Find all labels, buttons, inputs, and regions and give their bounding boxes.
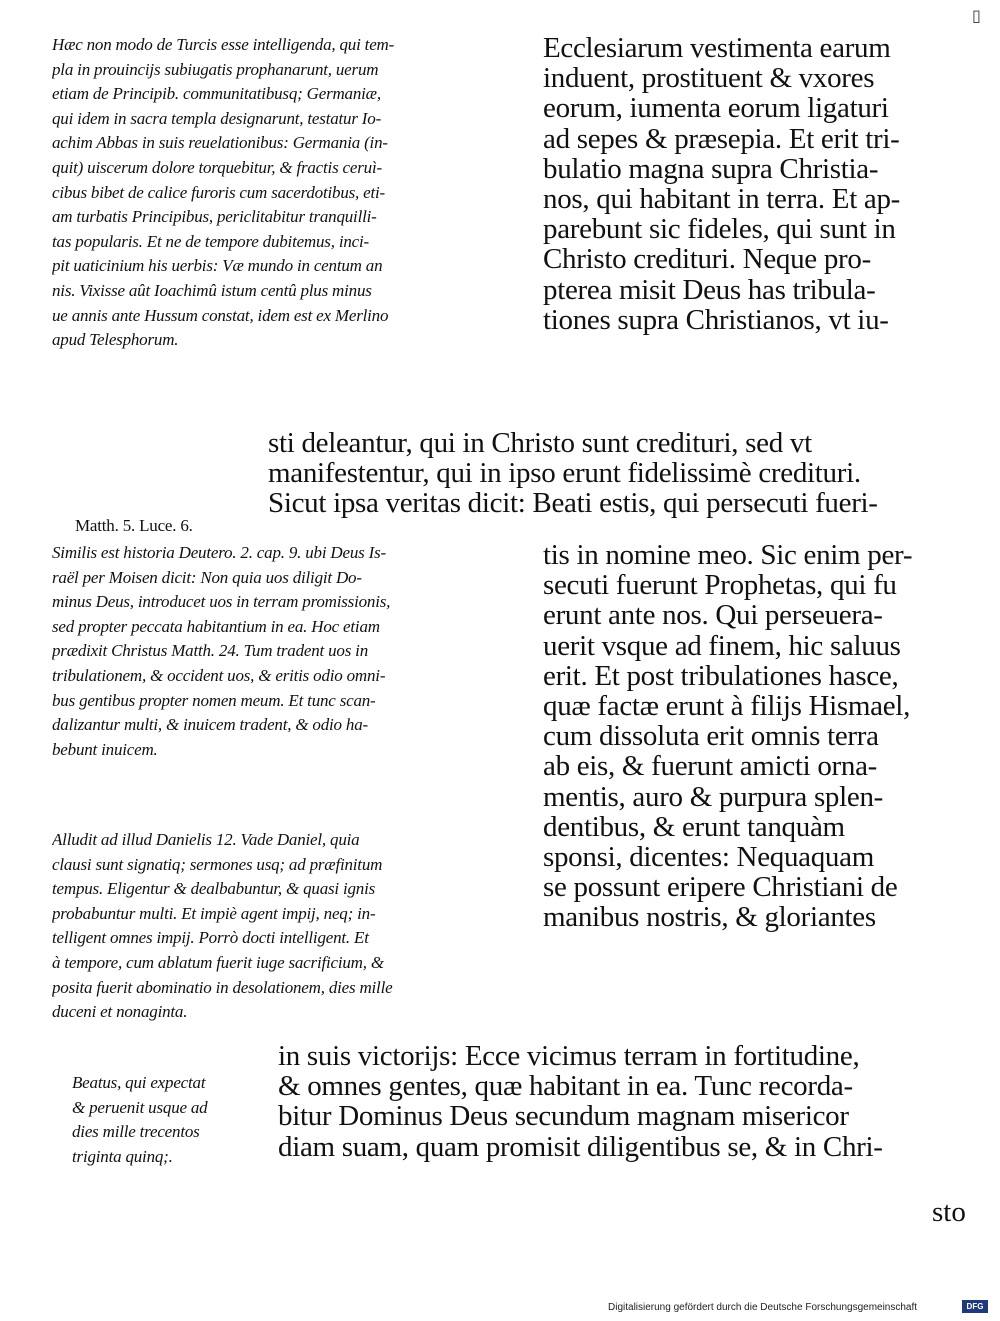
body-line: dentibus, & erunt tanquàm xyxy=(543,811,845,843)
margin-line: cibus bibet de calice furoris cum sacerdotibus, eti- xyxy=(52,182,385,202)
margin-line: dalizantur multi, & inuicem tradent, & odio ha- xyxy=(52,715,368,735)
margin-line: Similis est historia Deutero. 2. cap. 9. ubi Deus Is- xyxy=(52,543,386,562)
body-column-top xyxy=(543,33,973,335)
body-line: sponsi, dicentes: Nequaquam xyxy=(543,842,874,873)
margin-line: & peruenit usque ad xyxy=(72,1097,208,1117)
margin-note-3-tail xyxy=(72,1071,272,1169)
body-line: Ecclesiarum vestimenta earum xyxy=(543,33,891,64)
margin-line: apud Telesphorum. xyxy=(52,330,179,350)
margin-line: tribulationem, & occident uos, & eritis odio omni- xyxy=(52,665,386,685)
margin-line: Beatus, qui expectat xyxy=(72,1073,206,1092)
margin-note-1 xyxy=(52,33,522,353)
margin-line: pla in prouincijs subiugatis prophanarunt, uerum xyxy=(52,59,379,79)
body-line: manibus nostris, & gloriantes xyxy=(543,902,876,933)
margin-line: posita fuerit abominatio in desolationem, dies mille xyxy=(52,977,393,997)
body-line: Christo credituri. Neque pro- xyxy=(543,244,871,275)
margin-line: clausi sunt signatiq; sermones usq; ad præfinitum xyxy=(52,854,383,874)
margin-line: tas popularis. Et ne de tempore dubitemus, inci- xyxy=(52,231,369,251)
body-line: bitur Dominus Deus secundum magnam misericor xyxy=(278,1101,849,1132)
margin-line: bus gentibus propter nomen meum. Et tunc scan- xyxy=(52,690,376,710)
margin-line: triginta quinq;. xyxy=(72,1146,173,1166)
margin-line: am turbatis Principibus, periclitabitur tranquilli- xyxy=(52,207,377,227)
margin-line: ue annis ante Hussum constat, idem est ex Merlino xyxy=(52,305,389,325)
margin-line: à tempore, cum ablatum fuerit iuge sacrificium, & xyxy=(52,952,384,972)
body-line: sti deleantur, qui in Christo sunt credituri, sed vt xyxy=(268,428,812,459)
margin-line: achim Abbas in suis reuelationibus: Germania (in- xyxy=(52,133,388,153)
body-line: induent, prostituent & vxores xyxy=(543,63,875,94)
catchword: sto xyxy=(932,1196,966,1228)
body-line: Sicut ipsa veritas dicit: Beati estis, qui persecuti fueri- xyxy=(268,488,878,519)
margin-line: minus Deus, introducet uos in terram promissionis, xyxy=(52,592,391,612)
margin-note-3 xyxy=(52,828,522,1025)
margin-line: tempus. Eligentur & dealbabuntur, & quasi ignis xyxy=(52,879,376,899)
margin-line: pit uaticinium his uerbis: Væ mundo in centum an xyxy=(52,256,383,276)
margin-line: prædixit Christus Matth. 24. Tum tradent uos in xyxy=(52,641,368,661)
margin-line: probabuntur multi. Et impiè agent impij, neq; in- xyxy=(52,903,376,923)
margin-line: etiam de Principib. communitatibusq; Germaniæ, xyxy=(52,84,381,104)
body-line: tis in nomine meo. Sic enim per- xyxy=(543,540,913,571)
body-line: secuti fuerunt Prophetas, qui fu xyxy=(543,570,897,601)
margin-line: sed propter peccata habitantium in ea. Hoc etiam xyxy=(52,616,380,636)
body-line: uerit vsque ad finem, hic saluus xyxy=(543,630,901,661)
margin-line: duceni et nonaginta. xyxy=(52,1002,188,1022)
reference-text: Matth. 5. Luce. 6. xyxy=(75,516,193,535)
body-line: & omnes gentes, quæ habitant in ea. Tunc recorda- xyxy=(278,1071,853,1102)
body-line: mentis, auro & purpura splen- xyxy=(543,781,884,812)
body-line: eorum, iumenta eorum ligaturi xyxy=(543,93,889,124)
body-line: se possunt eripere Christiani de xyxy=(543,872,898,903)
digitization-credit: Digitalisierung gefördert durch die Deutsche Forschungsgemeinschaft xyxy=(608,1302,918,1313)
body-line: ab eis, & fuerunt amicti orna- xyxy=(543,751,878,782)
margin-line: qui idem in sacra templa designarunt, testatur Io- xyxy=(52,108,382,128)
margin-line: telligent omnes impij. Porrò docti intelligent. Et xyxy=(52,928,369,948)
body-line: manifestentur, qui in ipso erunt fidelissimè credituri. xyxy=(268,458,861,489)
dfg-logo-icon: DFG xyxy=(962,1300,988,1313)
body-line: erit. Et post tribulationes hasce, xyxy=(543,660,899,692)
body-line: pterea misit Deus has tribula- xyxy=(543,274,876,305)
body-column-middle xyxy=(543,540,973,933)
margin-note-2 xyxy=(52,541,522,762)
margin-line: raël per Moisen dicit: Non quia uos diligit Do- xyxy=(52,567,362,587)
margin-reference xyxy=(75,514,265,539)
margin-line: nis. Vixisse aût Ioachimû istum centû plus minus xyxy=(52,280,372,300)
margin-line: Alludit ad illud Danielis 12. Vade Daniel, quia xyxy=(52,830,360,849)
body-line: parebunt sic fideles, qui sunt in xyxy=(543,214,896,245)
body-wide-bottom xyxy=(278,1041,978,1162)
corner-mark-icon: ▯ xyxy=(972,8,981,25)
body-line: erunt ante nos. Qui perseuera- xyxy=(543,600,883,631)
body-line: ad sepes & præsepia. Et erit tri- xyxy=(543,123,900,154)
margin-line: Hæc non modo de Turcis esse intelligenda, qui tem- xyxy=(52,35,395,54)
margin-line: quit) uiscerum dolore torquebitur, & fractis ceruì- xyxy=(52,157,382,177)
margin-line: bebunt inuicem. xyxy=(52,739,158,759)
body-wide-middle xyxy=(268,428,978,519)
body-line: cum dissoluta erit omnis terra xyxy=(543,721,879,752)
body-line: quæ factæ erunt à filijs Hismael, xyxy=(543,691,911,722)
body-line: tiones supra Christianos, vt iu- xyxy=(543,304,889,336)
margin-line: dies mille trecentos xyxy=(72,1122,200,1142)
body-line: bulatio magna supra Christia- xyxy=(543,153,879,185)
body-line: nos, qui habitant in terra. Et ap- xyxy=(543,184,901,215)
body-line: in suis victorijs: Ecce vicimus terram in fortitudine, xyxy=(278,1041,860,1072)
body-line: diam suam, quam promisit diligentibus se, & in Chri- xyxy=(278,1131,883,1162)
